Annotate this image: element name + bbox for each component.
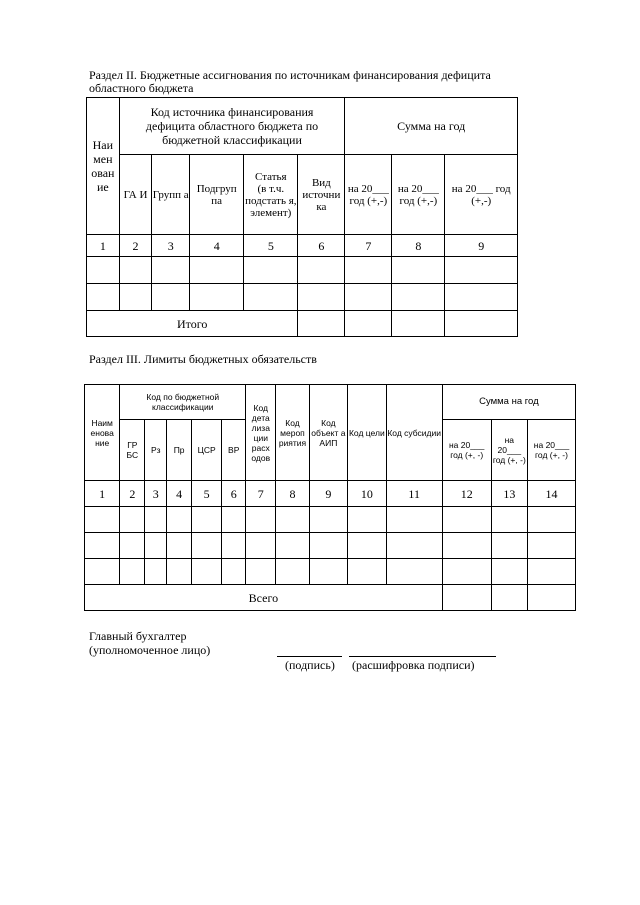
section3-sub-year1: на 20___ год (+, -) — [442, 420, 491, 481]
section2-head-code: Код источника финансирования дефицита областного бюджета по бюджетной классификации — [119, 98, 345, 155]
empty-cell[interactable] — [276, 507, 309, 533]
section3-col-num: 4 — [167, 481, 192, 507]
empty-cell[interactable] — [442, 533, 491, 559]
table-row — [87, 257, 518, 284]
section3-head-name: Наим енова ние — [85, 385, 120, 481]
section2-sub-year3: на 20___ год (+,-) — [445, 155, 518, 235]
empty-cell[interactable] — [528, 533, 576, 559]
empty-cell[interactable] — [442, 585, 491, 611]
section3-total-label: Всего — [85, 585, 443, 611]
empty-cell[interactable] — [276, 559, 309, 585]
section2-sub-year2: на 20___ год (+,-) — [392, 155, 445, 235]
section3-col-num: 7 — [246, 481, 276, 507]
section3-col-num: 10 — [348, 481, 386, 507]
section2-col-num: 6 — [298, 235, 345, 257]
empty-cell[interactable] — [222, 559, 246, 585]
empty-cell[interactable] — [442, 507, 491, 533]
section3-col-num: 1 — [85, 481, 120, 507]
empty-cell[interactable] — [392, 284, 445, 311]
signature-role: Главный бухгалтер — [89, 629, 187, 643]
empty-cell[interactable] — [85, 559, 120, 585]
section3-title: Раздел III. Лимиты бюджетных обязательств — [89, 352, 317, 366]
signature-caption: (подпись) — [285, 658, 335, 672]
table-row — [85, 559, 576, 585]
empty-cell[interactable] — [145, 533, 167, 559]
empty-cell[interactable] — [222, 507, 246, 533]
section3-col-num: 5 — [192, 481, 222, 507]
section3-head-code: Код по бюджетной классификации — [120, 385, 246, 420]
empty-cell[interactable] — [348, 559, 386, 585]
signature-decode-line[interactable] — [349, 656, 496, 657]
empty-cell[interactable] — [167, 559, 192, 585]
section2-col-num: 3 — [152, 235, 190, 257]
empty-cell[interactable] — [120, 507, 145, 533]
empty-cell[interactable] — [152, 284, 190, 311]
empty-cell[interactable] — [85, 507, 120, 533]
empty-cell[interactable] — [445, 284, 518, 311]
empty-cell[interactable] — [119, 257, 152, 284]
section3-sub-year2: на 20___ год (+, -) — [491, 420, 527, 481]
section2-article-note: (в т.ч. подстать я, элемент) — [245, 182, 297, 219]
empty-cell[interactable] — [345, 311, 392, 337]
table-row — [85, 533, 576, 559]
section3-col-num: 9 — [309, 481, 347, 507]
section2-sub-source-type: Вид источни ка — [298, 155, 345, 235]
empty-cell[interactable] — [309, 559, 347, 585]
empty-cell[interactable] — [445, 257, 518, 284]
signature-line[interactable] — [277, 656, 342, 657]
section2-head-sum: Сумма на год — [345, 98, 518, 155]
empty-cell[interactable] — [192, 533, 222, 559]
section3-col-num: 14 — [528, 481, 576, 507]
empty-cell[interactable] — [348, 507, 386, 533]
empty-cell[interactable] — [87, 284, 120, 311]
empty-cell[interactable] — [87, 257, 120, 284]
empty-cell[interactable] — [145, 507, 167, 533]
empty-cell[interactable] — [167, 533, 192, 559]
section2-col-num: 2 — [119, 235, 152, 257]
section3-head-object: Код объект а АИП — [309, 385, 347, 481]
empty-cell[interactable] — [298, 311, 345, 337]
empty-cell[interactable] — [309, 507, 347, 533]
section3-col-num: 8 — [276, 481, 309, 507]
section2-head-name: Наи мен ован ие — [87, 98, 120, 235]
section2-col-num: 7 — [345, 235, 392, 257]
empty-cell[interactable] — [190, 257, 244, 284]
empty-cell[interactable] — [491, 559, 527, 585]
section2-sub-group: Групп а — [152, 155, 190, 235]
section3-sub-grbs: ГР БС — [120, 420, 145, 481]
empty-cell[interactable] — [345, 257, 392, 284]
section3-sub-rz: Рз — [145, 420, 167, 481]
section3-head-subsidy: Код субсидии — [386, 385, 442, 481]
empty-cell[interactable] — [528, 507, 576, 533]
empty-cell[interactable] — [345, 284, 392, 311]
empty-cell[interactable] — [192, 507, 222, 533]
table-row — [85, 507, 576, 533]
section2-table — [86, 97, 518, 337]
empty-cell[interactable] — [392, 257, 445, 284]
empty-cell[interactable] — [528, 585, 576, 611]
section2-title — [89, 69, 549, 95]
section2-sub-gai: ГА И — [119, 155, 152, 235]
section2-col-num: 8 — [392, 235, 445, 257]
empty-cell[interactable] — [386, 507, 442, 533]
table-row — [87, 284, 518, 311]
empty-cell[interactable] — [386, 559, 442, 585]
empty-cell[interactable] — [442, 559, 491, 585]
empty-cell[interactable] — [246, 507, 276, 533]
empty-cell[interactable] — [152, 257, 190, 284]
section2-col-num: 5 — [244, 235, 298, 257]
empty-cell[interactable] — [298, 257, 345, 284]
empty-cell[interactable] — [167, 507, 192, 533]
empty-cell[interactable] — [222, 533, 246, 559]
section2-col-num: 9 — [445, 235, 518, 257]
section2-title-line2: областного бюджета — [89, 81, 194, 95]
section2-total-label: Итого — [87, 311, 298, 337]
empty-cell[interactable] — [244, 284, 298, 311]
section3-col-num: 2 — [120, 481, 145, 507]
section3-sub-pr: Пр — [167, 420, 192, 481]
empty-cell[interactable] — [119, 284, 152, 311]
section2-sub-article — [244, 155, 298, 235]
empty-cell[interactable] — [528, 559, 576, 585]
empty-cell[interactable] — [246, 533, 276, 559]
section3-table — [84, 384, 576, 611]
empty-cell[interactable] — [386, 533, 442, 559]
section2-col-num: 1 — [87, 235, 120, 257]
section3-col-num: 12 — [442, 481, 491, 507]
empty-cell[interactable] — [348, 533, 386, 559]
empty-cell[interactable] — [309, 533, 347, 559]
section3-head-event: Код мероп риятия — [276, 385, 309, 481]
empty-cell[interactable] — [145, 559, 167, 585]
empty-cell[interactable] — [120, 533, 145, 559]
section3-head-goal: Код цели — [348, 385, 386, 481]
empty-cell[interactable] — [246, 559, 276, 585]
signature-decode-caption: (расшифровка подписи) — [352, 658, 475, 672]
signature-role-note: (уполномоченное лицо) — [89, 643, 211, 657]
empty-cell[interactable] — [445, 311, 518, 337]
empty-cell[interactable] — [244, 257, 298, 284]
section2-article-label: Статья — [255, 170, 287, 183]
section3-col-num: 3 — [145, 481, 167, 507]
section3-col-num: 6 — [222, 481, 246, 507]
section3-sub-year3: на 20___ год (+, -) — [528, 420, 576, 481]
section2-col-num: 4 — [190, 235, 244, 257]
section3-sub-vr: ВР — [222, 420, 246, 481]
section2-title-line1: Раздел II. Бюджетные ассигнования по источникам финансирования дефицита — [89, 68, 491, 82]
section3-sub-csr: ЦСР — [192, 420, 222, 481]
empty-cell[interactable] — [120, 559, 145, 585]
section3-head-expense: Код дета лиза ции расх одов — [246, 385, 276, 481]
signature-block — [89, 629, 210, 657]
empty-cell[interactable] — [85, 533, 120, 559]
section2-sub-year1: на 20___ год (+,-) — [345, 155, 392, 235]
empty-cell[interactable] — [190, 284, 244, 311]
empty-cell[interactable] — [298, 284, 345, 311]
empty-cell[interactable] — [491, 507, 527, 533]
empty-cell[interactable] — [491, 533, 527, 559]
section3-col-num: 13 — [491, 481, 527, 507]
section3-col-num: 11 — [386, 481, 442, 507]
empty-cell[interactable] — [192, 559, 222, 585]
empty-cell[interactable] — [276, 533, 309, 559]
section3-head-sum: Сумма на год — [442, 385, 575, 420]
empty-cell[interactable] — [491, 585, 527, 611]
section2-sub-subgroup: Подгруп па — [190, 155, 244, 235]
empty-cell[interactable] — [392, 311, 445, 337]
